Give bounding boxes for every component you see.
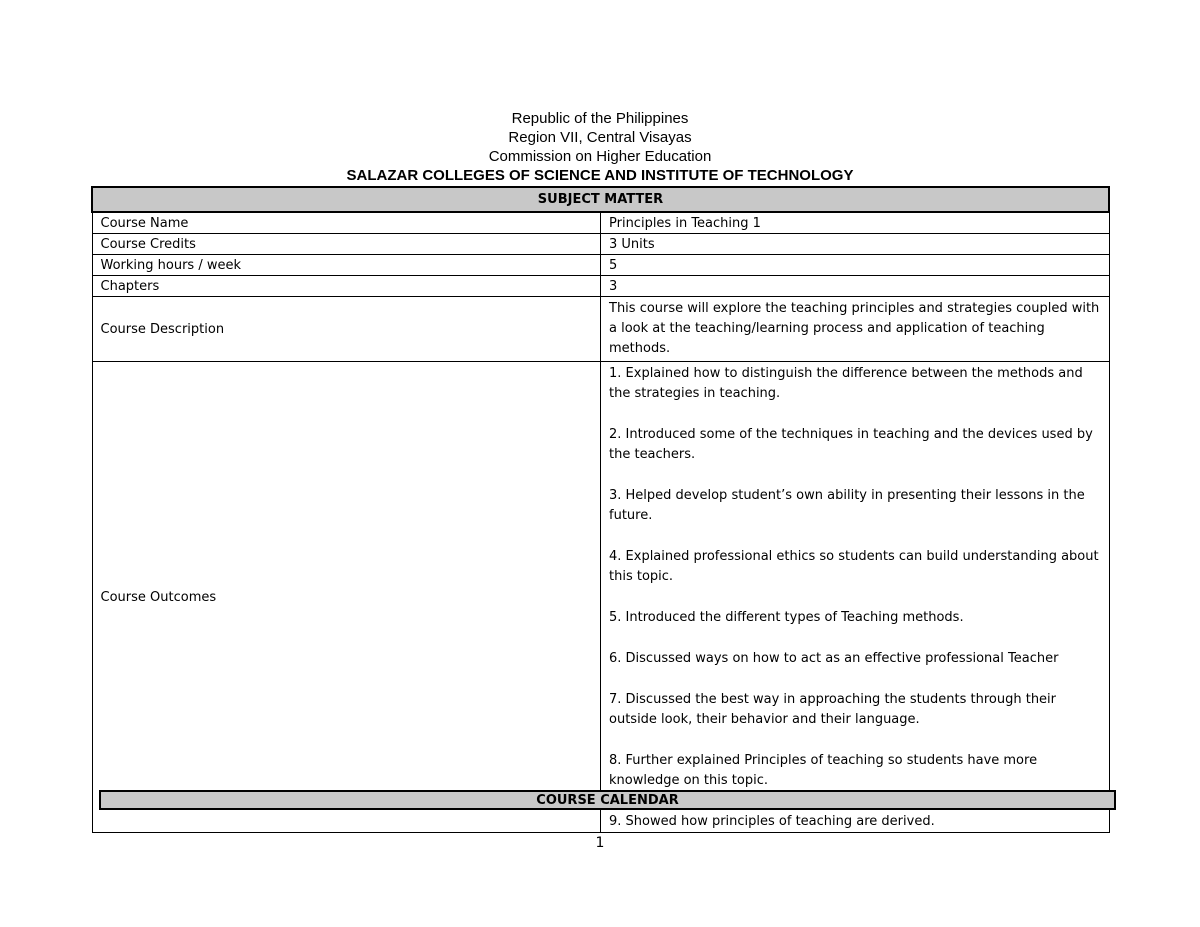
row-label: Chapters — [92, 276, 601, 297]
table-row — [92, 276, 1109, 297]
commission-line: Commission on Higher Education — [488, 148, 712, 165]
list-item: 5. Introduced the different types of Teaching methods. — [609, 610, 964, 625]
list-item: 4. Explained professional ethics so students can build understanding about this topic. — [609, 549, 1099, 584]
list-item: 8. Further explained Principles of teaching so students have more knowledge on this topic. — [609, 753, 1038, 788]
page-number: 1 — [595, 835, 605, 851]
course-description-row — [92, 297, 1109, 362]
row-label: Course Description — [92, 297, 601, 362]
row-label: Working hours / week — [92, 255, 601, 276]
row-value: Principles in Teaching 1 — [601, 212, 1110, 234]
region-line: Region VII, Central Visayas — [508, 129, 692, 146]
row-label: Course Outcomes — [92, 362, 601, 833]
list-item: 1. Explained how to distinguish the difference between the methods and the strategies in teaching. — [609, 366, 1083, 401]
list-item: 6. Discussed ways on how to act as an effective professional Teacher — [609, 651, 1059, 666]
list-item: 7. Discussed the best way in approaching the students through their outside look, their behavior and their language. — [609, 692, 1057, 727]
country-line: Republic of the Philippines — [511, 110, 689, 127]
row-value: 3 — [601, 276, 1110, 297]
list-item: 3. Helped develop student’s own ability in presenting their lessons in the future. — [609, 488, 1085, 523]
course-outcomes-list — [601, 362, 1110, 833]
table-row — [92, 255, 1109, 276]
table-row — [92, 234, 1109, 255]
table-row — [92, 212, 1109, 234]
subject-matter-heading: SUBJECT MATTER — [92, 187, 1109, 212]
subject-matter-table — [91, 186, 1110, 833]
row-label: Course Name — [92, 212, 601, 234]
row-value: 5 — [601, 255, 1110, 276]
course-outcomes-row — [92, 362, 1109, 833]
document-header — [0, 109, 1200, 185]
row-value: 3 Units — [601, 234, 1110, 255]
row-label: Course Credits — [92, 234, 601, 255]
course-calendar-heading: COURSE CALENDAR — [99, 790, 1116, 810]
school-name: SALAZAR COLLEGES OF SCIENCE AND INSTITUTE OF TECHNOLOGY — [346, 167, 854, 184]
list-item: 9. Showed how principles of teaching are derived. — [609, 814, 935, 829]
list-item: 2. Introduced some of the techniques in teaching and the devices used by the teachers. — [609, 427, 1093, 462]
course-description-text: This course will explore the teaching principles and strategies coupled with a look at the teaching/learning process and application of teaching methods. — [601, 297, 1110, 362]
